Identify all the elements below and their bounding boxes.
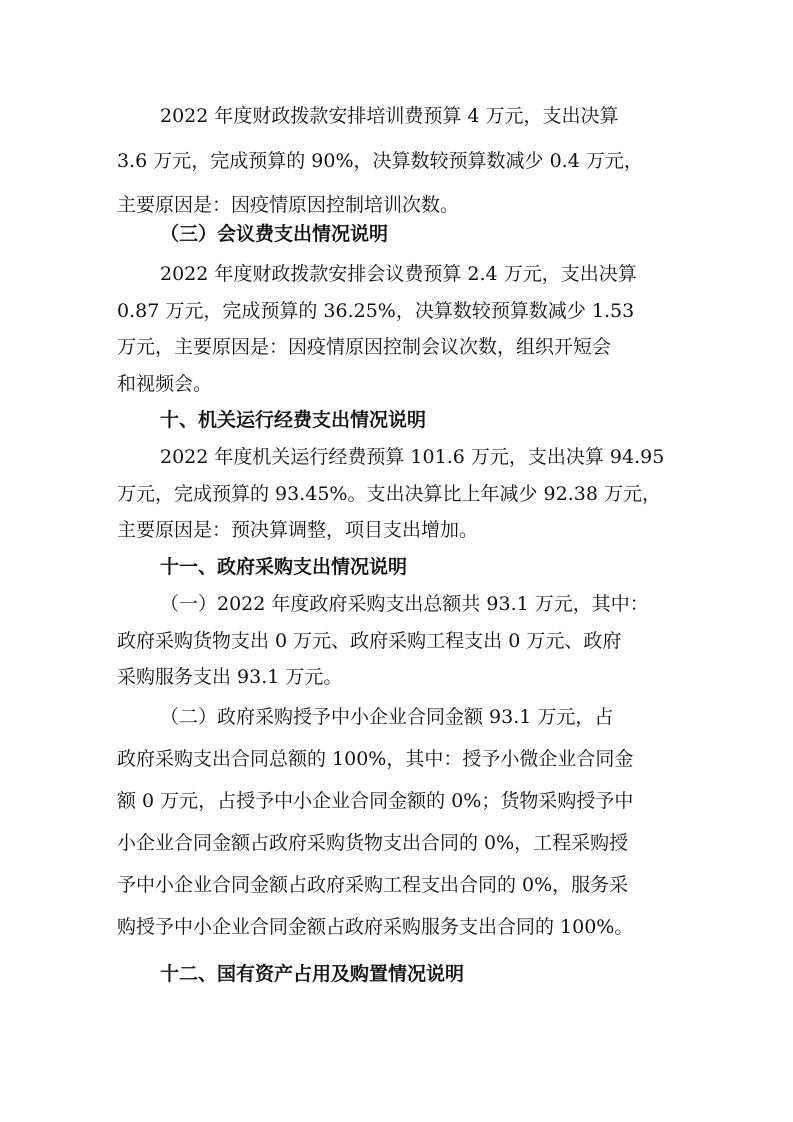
paragraph-line: 2022 年度财政拨款安排培训费预算 4 万元，支出决算 [160,105,619,127]
paragraph-line: 小企业合同金额占政府采购货物支出合同的 0%，工程采购授 [117,832,629,854]
paragraph-line: 额 0 万元，占授予中小企业合同金额的 0%；货物采购授予中 [117,790,634,812]
paragraph-line: 0.87 万元，完成预算的 36.25%，决算数较预算数减少 1.53 [117,300,635,322]
paragraph-line: 2022 年度机关运行经费预算 101.6 万元，支出决算 94.95 [160,446,665,468]
paragraph-line: 予中小企业合同金额占政府采购工程支出合同的 0%，服务采 [117,874,629,896]
paragraph-line: 采购服务支出 93.1 万元。 [117,666,343,688]
paragraph-line: 主要原因是：预决算调整，项目支出增加。 [117,519,479,541]
paragraph-line: 2022 年度财政拨款安排会议费预算 2.4 万元，支出决算 [160,263,637,285]
paragraph-line: 政府采购支出合同总额的 100%，其中：授予小微企业合同金 [117,748,634,770]
paragraph-line: （二）政府采购授予中小企业合同金额 93.1 万元，占 [160,706,614,728]
section-heading-meeting: （三）会议费支出情况说明 [160,223,389,245]
section-heading-eleven: 十一、政府采购支出情况说明 [160,556,408,578]
paragraph-line: 万元，完成预算的 93.45%。支出决算比上年减少 92.38 万元， [117,483,661,505]
paragraph-line: 3.6 万元，完成预算的 90%，决算数较预算数减少 0.4 万元， [117,150,643,172]
paragraph-line: 主要原因是：因疫情原因控制培训次数。 [117,194,460,216]
section-heading-twelve: 十二、国有资产占用及购置情况说明 [160,963,465,985]
section-heading-ten: 十、机关运行经费支出情况说明 [160,409,427,431]
paragraph-line: （一）2022 年度政府采购支出总额共 93.1 万元，其中： [160,593,649,615]
paragraph-line: 购授予中小企业合同金额占政府采购服务支出合同的 100%。 [117,916,634,938]
paragraph-line: 和视频会。 [117,373,213,395]
paragraph-line: 万元，主要原因是：因疫情原因控制会议次数，组织开短会 [117,336,612,358]
paragraph-line: 政府采购货物支出 0 万元、政府采购工程支出 0 万元、政府 [117,630,622,652]
